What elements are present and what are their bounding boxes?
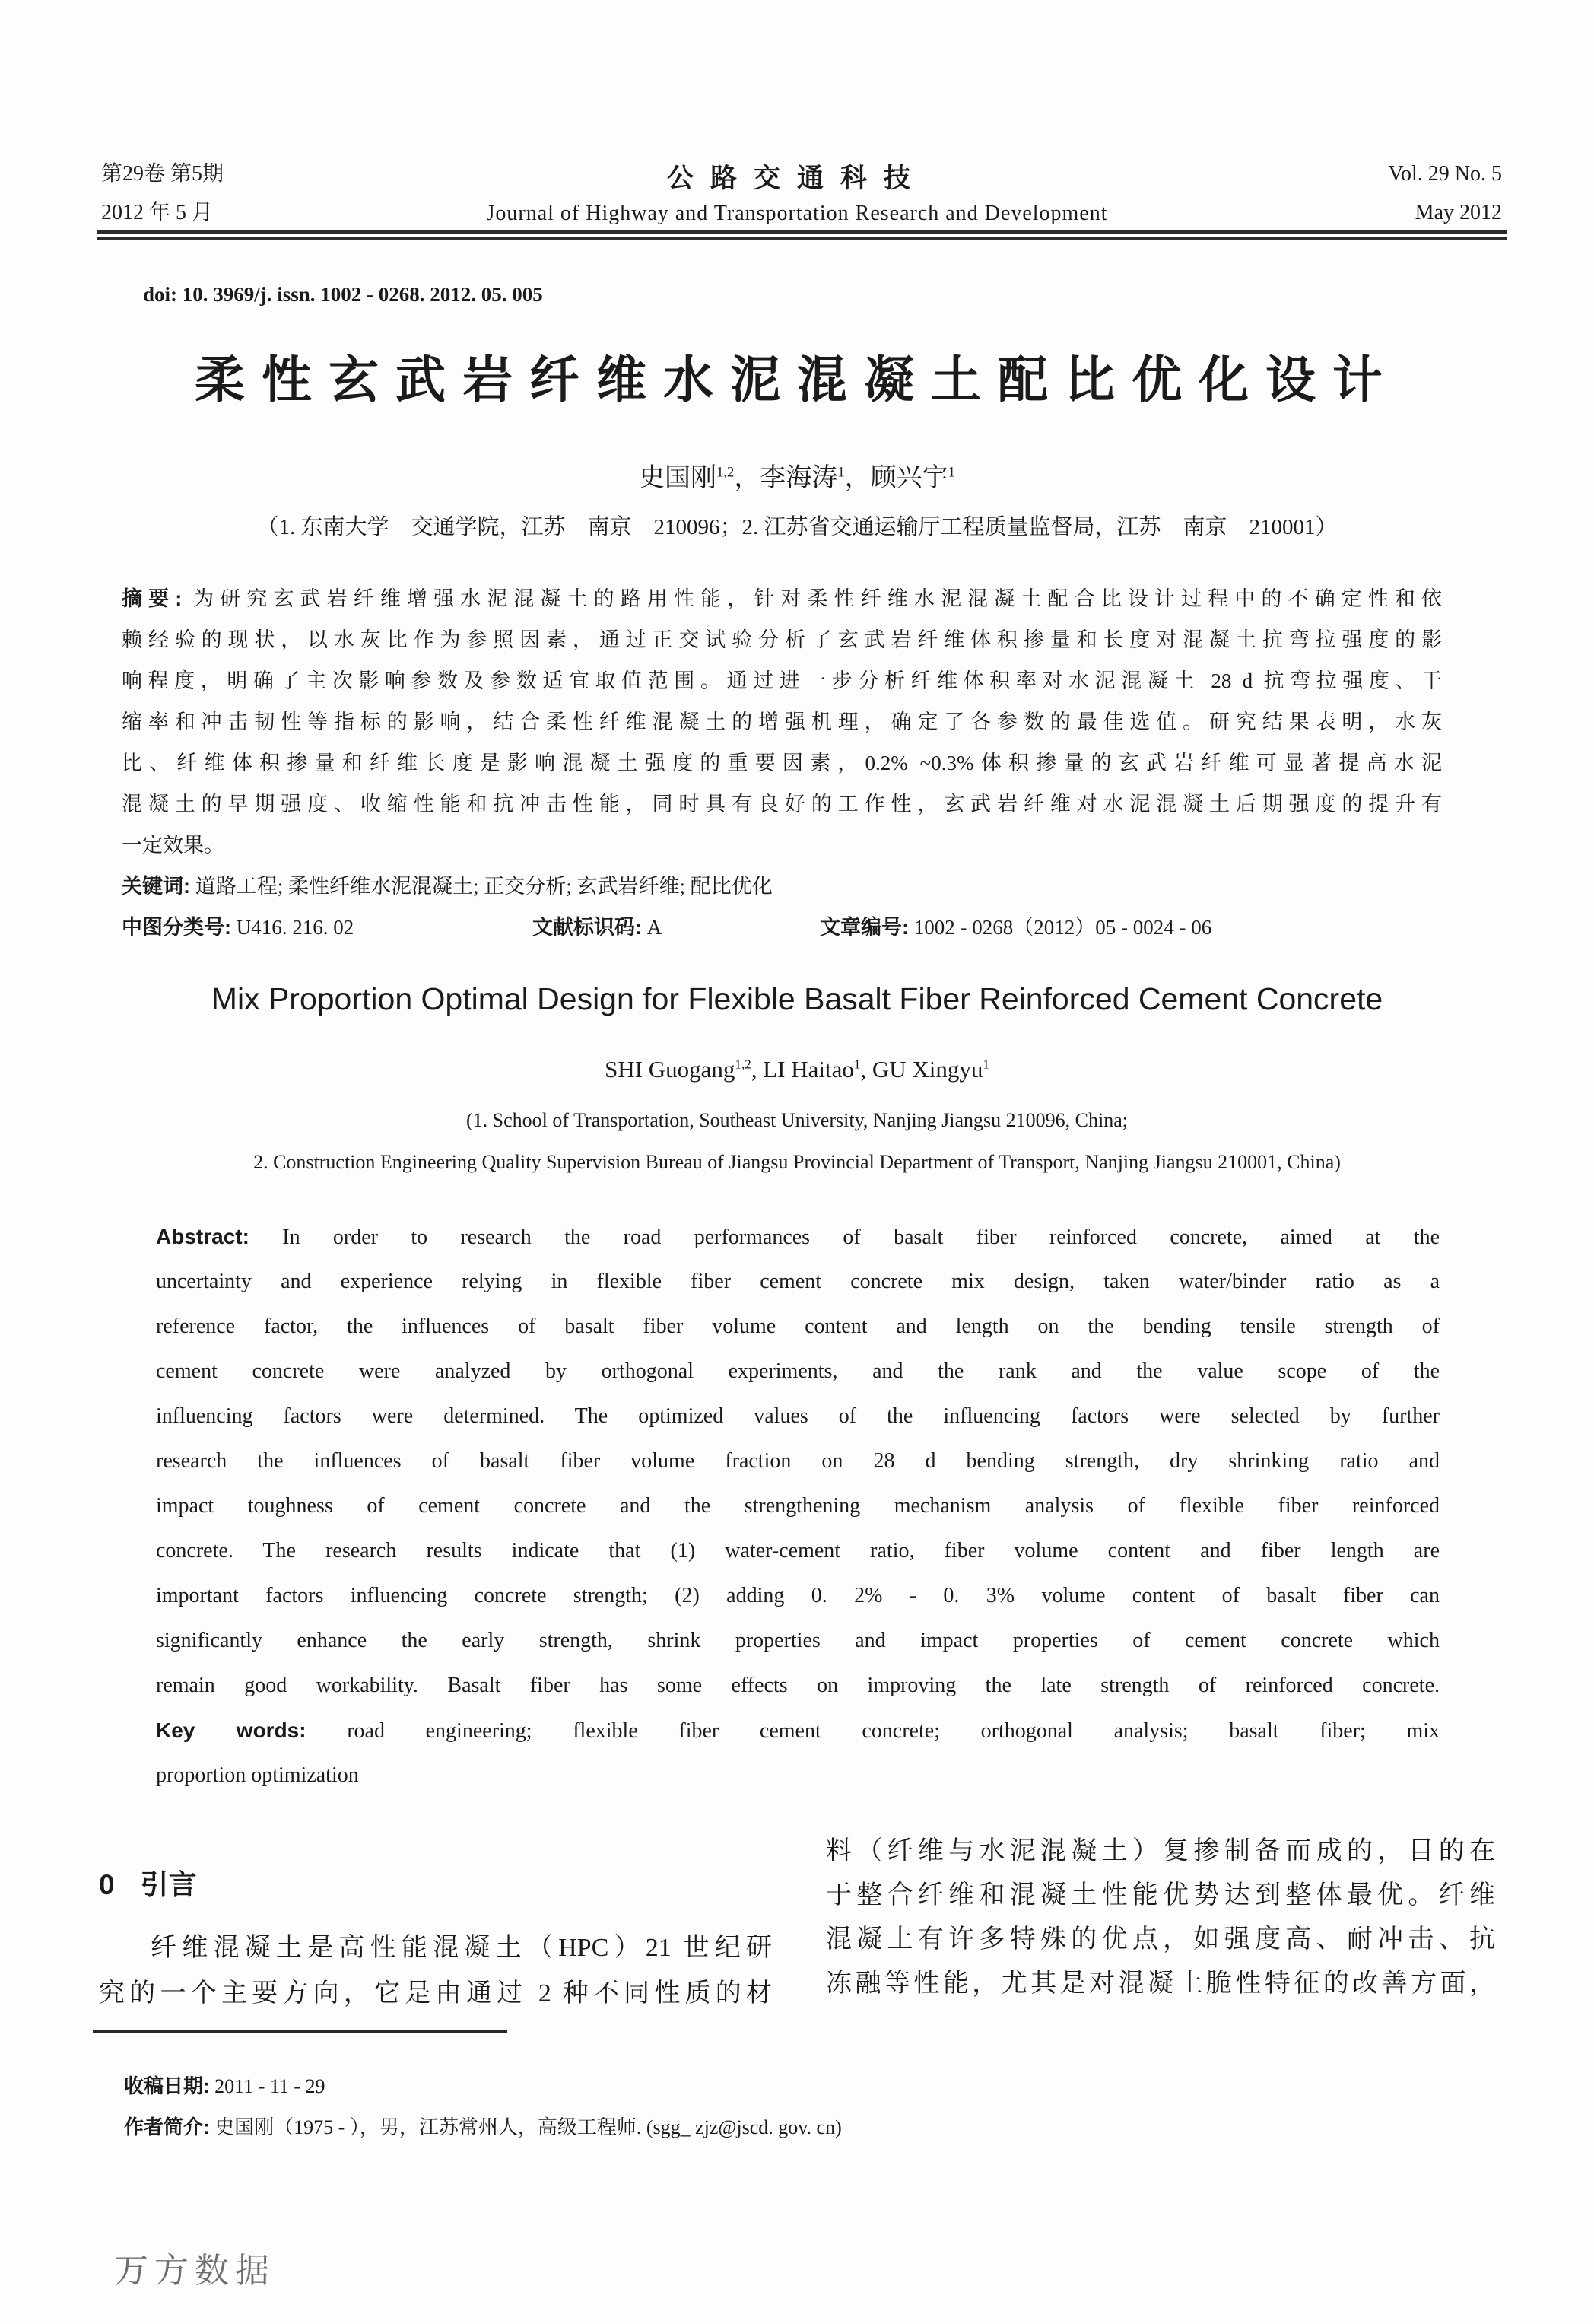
- clc-number: 中图分类号: U416. 216. 02: [122, 916, 354, 939]
- doi-line: doi: 10. 3969/j. issn. 1002 - 0268. 2012. 05. 005: [143, 283, 543, 306]
- article-title-cn: 柔性玄武岩纤维水泥混凝土配比优化设计: [195, 351, 1399, 408]
- author-affil-sup: 1: [837, 464, 845, 481]
- author-separator: ，: [734, 464, 760, 492]
- article-id: 文章编号: 1002 - 0268（2012）05 - 0024 - 06: [820, 916, 1212, 939]
- bio-label: 作者简介:: [124, 2116, 210, 2138]
- keywords-cn-line: 关键词: 道路工程; 柔性纤维水泥混凝土; 正交分析; 玄武岩纤维; 配比优化: [122, 875, 773, 898]
- abstract-en-line: concrete. The research results indicate that (1) water-cement ratio, fiber volume content and fiber length are: [156, 1539, 1440, 1563]
- author-en-3: GU Xingyu$^1$: [872, 1056, 989, 1083]
- body-text-line: 混凝土有许多特殊的优点，如强度高、耐冲击、抗: [826, 1925, 1495, 1954]
- body-text-line: 冻融等性能，尤其是对混凝土脆性特征的改善方面，: [826, 1970, 1495, 1998]
- body-right-column: [826, 1830, 1495, 2006]
- date-cn: 2012 年 5 月: [101, 201, 214, 224]
- body-text-line: 究的一个主要方向，它是由通过 2 种不同性质的材: [99, 1979, 772, 2008]
- section-title: 引言: [140, 1869, 197, 1900]
- author-en-1: SHI Guogang$^{1,2}$: [605, 1056, 751, 1083]
- date-en: May 2012: [1415, 201, 1502, 224]
- abstract-cn: [122, 578, 1442, 948]
- body-text-line: 纤维混凝土是高性能混凝土（HPC）21 世纪研: [151, 1934, 772, 1962]
- header-center: [0, 157, 1594, 226]
- keywords-en-line1: Key words: road engineering; flexible fiber cement concrete; orthogonal analysis; basalt fiber; mix: [156, 1718, 1440, 1743]
- journal-name-en: Journal of Highway and Transportation Research and Development: [486, 202, 1108, 225]
- abstract-en-line: remain good workability. Basalt fiber has some effects on improving the late strength of reinforced concrete.: [156, 1674, 1440, 1697]
- abstract-en-line: influencing factors were determined. The optimized values of the influencing factors were selected by further: [156, 1404, 1440, 1428]
- doc-code: 文献标识码: A: [532, 916, 662, 939]
- abstract-en-line: Abstract: In order to research the road performances of basalt fiber reinforced concrete, aimed at the: [156, 1225, 1440, 1249]
- author-affil-sup: 1,2: [735, 1057, 751, 1072]
- header-right: [1388, 154, 1502, 232]
- author-en-2: LI Haitao$^1$: [763, 1056, 861, 1083]
- intro-paragraph-left: [99, 1925, 772, 2017]
- abstract-cn-line: 比、纤维体积掺量和纤维长度是影响混凝土强度的重要因素，0.2% ~0.3%体积掺量的玄武岩纤维可显著提高水泥: [122, 752, 1442, 774]
- abstract-cn-line: 摘要: 为研究玄武岩纤维增强水泥混凝土的路用性能，针对柔性纤维水泥混凝土配合比设计过程中的不确定性和依: [122, 587, 1443, 610]
- body-text-line: 料（纤维与水泥混凝土）复掺制备而成的，目的在: [826, 1837, 1495, 1865]
- abstract-cn-line: 响程度，明确了主次影响参数及参数适宜取值范围。通过进一步分析纤维体积率对水泥混凝土 28 d 抗弯拉强度、干: [122, 669, 1442, 692]
- abstract-label-en: Abstract:: [156, 1225, 249, 1248]
- abstract-label-cn: 摘要:: [122, 587, 183, 610]
- author-affil-sup: 1: [948, 464, 956, 481]
- received-label: 收稿日期:: [124, 2074, 210, 2097]
- author-cn-3: 顾兴宇$^1$: [870, 464, 956, 492]
- journal-name-cn: 公路交通科技: [666, 164, 927, 193]
- author-separator: ,: [751, 1056, 764, 1083]
- abstract-en-line: research the influences of basalt fiber volume fraction on 28 d bending strength, dry shrinking ratio and: [156, 1449, 1440, 1473]
- body-text-line: 于整合纤维和混凝土性能优势达到整体最优。纤维: [826, 1881, 1495, 1909]
- body-left-column: [99, 1830, 772, 2017]
- affiliation-en-line2: 2. Construction Engineering Quality Supervision Bureau of Jiangsu Provincial Department of Transport, Nanjing Jiangsu 210001, China): [253, 1151, 1341, 1173]
- author-cn-2: 李海涛$^1$: [760, 464, 845, 492]
- authors-en: [0, 1056, 1594, 1083]
- author-affil-sup: 1,2: [716, 464, 735, 481]
- abstract-en-line: uncertainty and experience relying in flexible fiber cement concrete mix design, taken water/binder ratio as a: [156, 1270, 1440, 1293]
- volume-issue-cn: 第29卷 第5期: [101, 162, 224, 186]
- received-date-line: 收稿日期: 2011 - 11 - 29: [124, 2074, 325, 2097]
- abstract-en-line: reference factor, the influences of basalt fiber volume content and length on the bending tensile strength of: [156, 1315, 1440, 1338]
- footnote-divider: [93, 2030, 507, 2033]
- abstract-en-line: impact toughness of cement concrete and the strengthening mechanism analysis of flexible fiber reinforced: [156, 1494, 1440, 1518]
- author-separator: ，: [844, 464, 871, 492]
- abstract-cn-line: 混凝土的早期强度、收缩性能和抗冲击性能，同时具有良好的工作性，玄武岩纤维对水泥混凝土后期强度的提升有: [122, 793, 1442, 815]
- author-affil-sup: 1: [853, 1057, 861, 1072]
- abstract-en-line: cement concrete were analyzed by orthogonal experiments, and the rank and the value scope of the: [156, 1359, 1440, 1383]
- abstract-en: [156, 1214, 1440, 1798]
- affiliation-en-line1: (1. School of Transportation, Southeast University, Nanjing Jiangsu 210096, China;: [466, 1109, 1128, 1131]
- clc-line: [122, 907, 1442, 948]
- volume-issue-en: Vol. 29 No. 5: [1388, 162, 1502, 186]
- authors-cn: [0, 456, 1594, 494]
- section-number: 0: [99, 1869, 115, 1900]
- abstract-cn-line: 赖经验的现状，以水灰比作为参照因素，通过正交试验分析了玄武岩纤维体积掺量和长度对混凝土抗弯拉强度的影: [122, 628, 1442, 651]
- wanfang-watermark: 万方数据: [114, 2252, 276, 2290]
- author-cn-1: 史国刚$^{1,2}$: [638, 464, 735, 492]
- author-bio-line: 作者简介: 史国刚（1975 - ），男，江苏常州人，高级工程师. (sgg_ zjz@jscd. gov. cn): [124, 2116, 842, 2138]
- keywords-en-line2: proportion optimization: [156, 1763, 359, 1787]
- abstract-en-line: significantly enhance the early strength, shrink properties and impact properties of cement concrete which: [156, 1629, 1440, 1652]
- header-divider: [97, 230, 1507, 240]
- affiliation-cn: （1. 东南大学 交通学院，江苏 南京 210096；2. 江苏省交通运输厅工程质量监督局，江苏 南京 210001）: [256, 515, 1338, 539]
- section-heading: [99, 1861, 772, 1903]
- author-affil-sup: 1: [983, 1057, 989, 1072]
- abstract-cn-line: 缩率和冲击韧性等指标的影响，结合柔性纤维混凝土的增强机理，确定了各参数的最佳选值。研究结果表明，水灰: [122, 711, 1442, 733]
- author-separator: ,: [860, 1056, 872, 1083]
- article-title-en: Mix Proportion Optimal Design for Flexible Basalt Fiber Reinforced Cement Concrete: [211, 981, 1383, 1016]
- abstract-cn-line: 一定效果。: [122, 834, 224, 857]
- keywords-label-en: Key words:: [156, 1718, 306, 1742]
- abstract-en-line: important factors influencing concrete strength; (2) adding 0. 2% - 0. 3% volume content of basalt fiber can: [156, 1584, 1440, 1607]
- keywords-label-cn: 关键词:: [122, 875, 190, 898]
